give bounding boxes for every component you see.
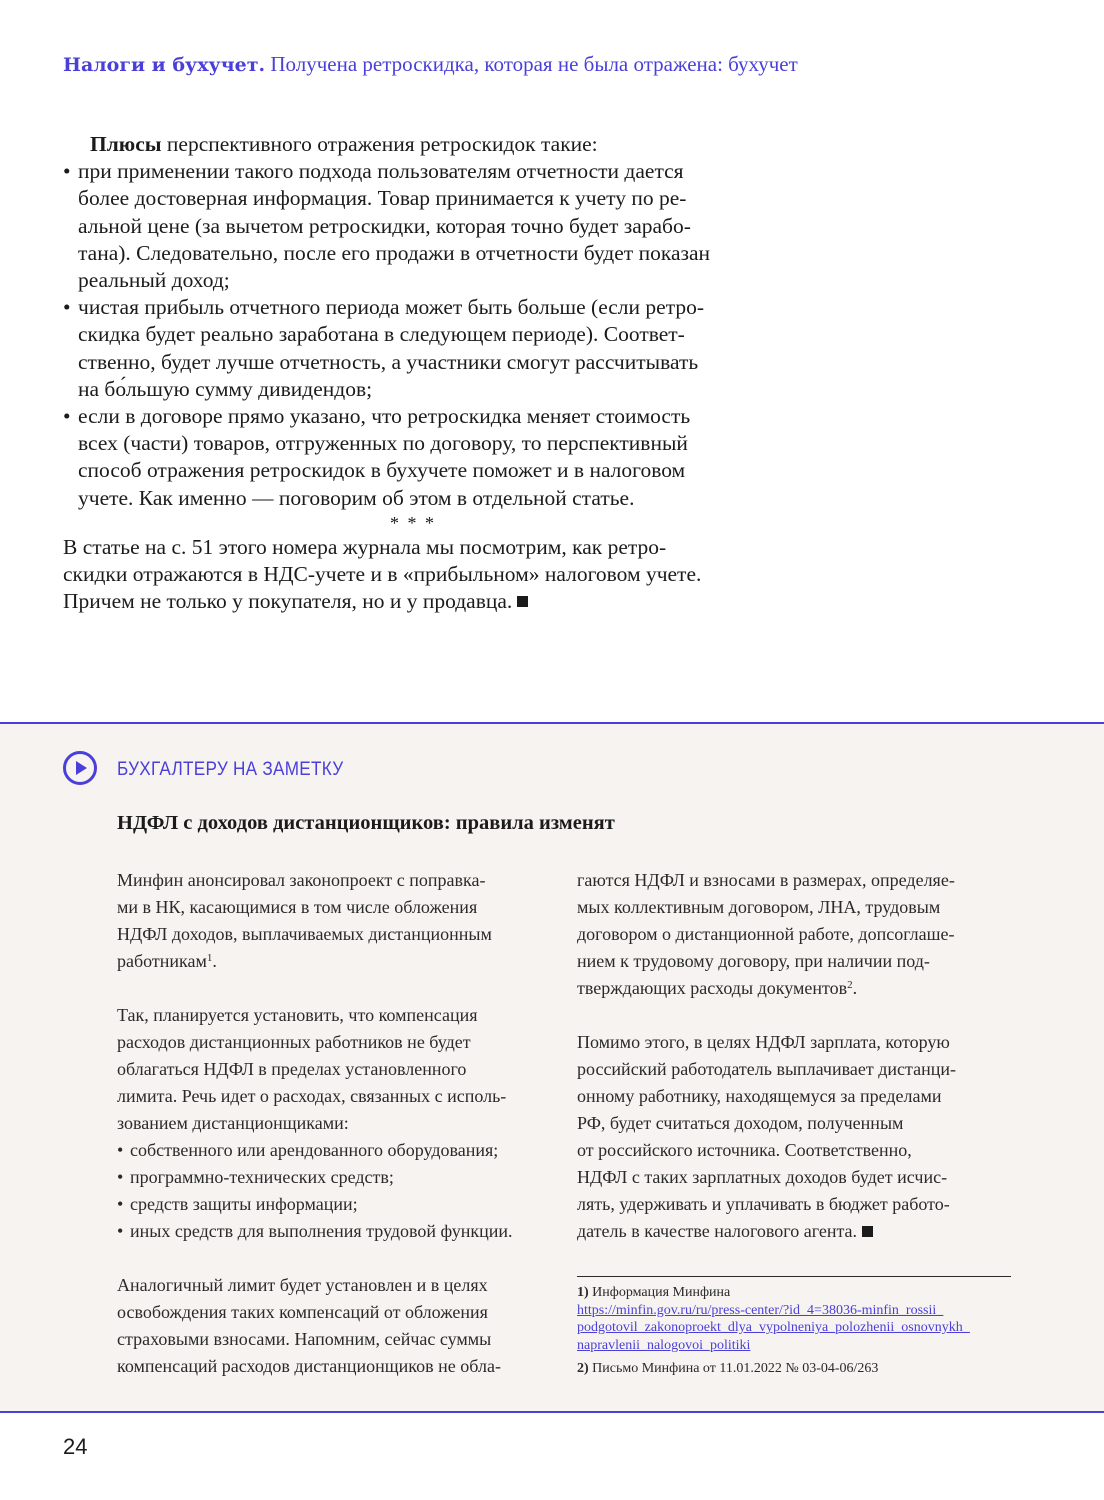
line: компенсаций расходов дистанционщиков не обла- [117, 1356, 501, 1376]
line: тана). Следовательно, после его продажи в отчетности будет показан [78, 240, 711, 265]
line: РФ, будет считаться доходом, полученным [577, 1113, 904, 1133]
footnote-1 [577, 1284, 1011, 1302]
list-item: • средств защиты информации; [117, 1191, 557, 1218]
line: датель в качестве налогового агента. [577, 1221, 858, 1241]
note-paragraph [117, 867, 557, 975]
note-column-right [577, 867, 1017, 1245]
line: страховыми взносами. Напомним, сейчас суммы [117, 1329, 492, 1349]
note-paragraph [577, 867, 1017, 1002]
line: чистая прибыль отчетного периода может быть больше (если ретро- [78, 295, 705, 320]
list-item [63, 403, 743, 512]
line: всех (части) товаров, отгруженных по договору, то перспективный [78, 431, 688, 456]
line: Так, планируется установить, что компенсация [117, 1005, 478, 1025]
footnote-1-link[interactable] [577, 1302, 1011, 1355]
line: онному работнику, находящемуся за пределами [577, 1086, 942, 1106]
note-paragraph [577, 1029, 1017, 1245]
footnote-text: Информация Минфина [588, 1285, 731, 1300]
section-separator: * * * [390, 512, 436, 533]
end-square-icon [862, 1226, 873, 1237]
line: скидка будет реально заработана в следующем периоде). Соответ- [78, 322, 685, 347]
article-body [63, 131, 743, 615]
play-circle-icon [63, 751, 97, 785]
line: на бо́льшую сумму дивидендов; [78, 376, 373, 401]
line: зованием дистанционщиками: [117, 1113, 349, 1133]
line: если в договоре прямо указано, что ретроскидка меняет стоимость [78, 404, 691, 429]
lead-bold: Плюсы [90, 132, 162, 156]
line: при применении такого подхода пользователям отчетности дается [78, 159, 684, 184]
line: от российского источника. Соответственно, [577, 1140, 912, 1160]
header-section: Налоги и бухучет. [63, 54, 266, 76]
line: Аналогичный лимит будет установлен и в целях [117, 1275, 488, 1295]
line: договором о дистанционной работе, допсоглаше- [577, 924, 955, 944]
footnote-number: 1) [577, 1285, 589, 1300]
note-box [0, 722, 1104, 1413]
list-item: • иных средств для выполнения трудовой функции. [117, 1218, 557, 1245]
line: мых коллективным договором, ЛНА, трудовым [577, 897, 941, 917]
link-line[interactable]: https://minfin.gov.ru/ru/press-center/?id_4=38036-minfin_rossii_ [577, 1302, 944, 1318]
line: Причем не только у покупателя, но и у продавца. [63, 589, 513, 614]
line: российский работодатель выплачивает дистанци- [577, 1059, 956, 1079]
lead-text: перспективного отражения ретроскидок такие: [161, 132, 598, 156]
line: лимита. Речь идет о расходах, связанных с исполь- [117, 1086, 507, 1106]
end-square-icon [517, 596, 528, 607]
note-paragraph [117, 1002, 557, 1137]
running-header [63, 52, 1063, 77]
line: работникам [117, 951, 207, 971]
line: Минфин анонсировал законопроект с поправка- [117, 870, 486, 890]
list-item: • программно-технических средств; [117, 1164, 557, 1191]
line: ственно, будет лучше отчетность, а участники смогут рассчитывать [78, 349, 699, 374]
note-label: БУХГАЛТЕРУ НА ЗАМЕТКУ [117, 758, 344, 780]
list-item: • собственного или арендованного оборудования; [117, 1137, 557, 1164]
punct: . [852, 978, 858, 998]
header-title: Получена ретроскидка, которая не была отражена: бухучет [270, 52, 798, 76]
line: расходов дистанционных работников не будет [117, 1032, 471, 1052]
footnote-ref: 1 [206, 952, 213, 964]
link-line[interactable]: podgotovil_zakonoproekt_dlya_vypolneniya_polozhenii_osnovnykh_ [577, 1320, 970, 1335]
lead-paragraph [63, 131, 743, 158]
punct: . [212, 951, 217, 971]
line: реальный доход; [78, 268, 230, 293]
line: В статье на с. 51 этого номера журнала мы посмотрим, как ретро- [63, 534, 667, 559]
footnotes [577, 1276, 1011, 1378]
line: Помимо этого, в целях НДФЛ зарплата, которую [577, 1032, 950, 1052]
line: освобождения таких компенсаций от обложения [117, 1302, 488, 1322]
line: способ отражения ретроскидок в бухучете поможет и в налоговом [78, 458, 686, 483]
note-title: НДФЛ с доходов дистанционщиков: правила изменят [117, 812, 615, 834]
pros-list [63, 158, 743, 512]
expenses-list [117, 1137, 557, 1245]
line: нием к трудовому договору, при наличии под- [577, 951, 930, 971]
list-item [63, 158, 743, 294]
line: гаются НДФЛ и взносами в размерах, определяе- [577, 870, 955, 890]
closing-paragraph [63, 534, 743, 616]
footnote-ref: 2 [847, 979, 853, 991]
line: лять, удерживать и уплачивать в бюджет работо- [577, 1194, 950, 1214]
line: альной цене (за вычетом ретроскидки, которая точно будет зарабо- [78, 213, 691, 238]
line: тверждающих расходы документов [577, 978, 848, 998]
line: облагаться НДФЛ в пределах установленного [117, 1059, 467, 1079]
line: скидки отражаются в НДС-учете и в «прибыльном» налоговом учете. [63, 562, 702, 587]
line: более достоверная информация. Товар принимается к учету по ре- [78, 186, 687, 211]
page-number: 24 [63, 1434, 88, 1459]
note-paragraph [117, 1272, 557, 1380]
note-column-left [117, 867, 557, 1380]
line: ми в НК, касающимися в том числе обложения [117, 897, 478, 917]
line: НДФЛ доходов, выплачиваемых дистанционным [117, 924, 492, 944]
footnote-number: 2) [577, 1361, 589, 1376]
footnote-2 [577, 1360, 1011, 1378]
link-line[interactable]: napravlenii_nalogovoi_politiki [577, 1337, 751, 1353]
list-item [63, 294, 743, 403]
line: учете. Как именно — поговорим об этом в отдельной статье. [78, 485, 635, 510]
footnote-text: Письмо Минфина от 11.01.2022 № 03-04-06/263 [588, 1361, 879, 1376]
line: НДФЛ с таких зарплатных доходов будет исчис- [577, 1167, 948, 1187]
